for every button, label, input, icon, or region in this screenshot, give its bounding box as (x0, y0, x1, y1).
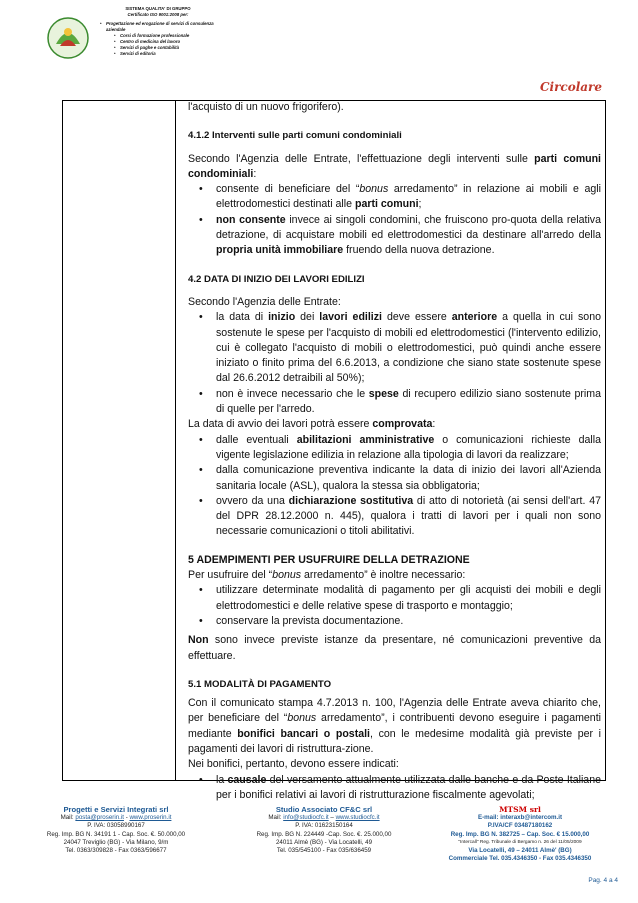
section-heading: 4.1.2 Interventi sulle parti comuni condominiali (188, 130, 402, 142)
list-item: • ovvero da una dichiarazione sostitutiva di atto di notorietà (ai sensi dell'art. 47 del DPR 28.12.2000 n. 445), qualora i tratti di lavori per i quali non sono necessarie comunicazioni o titoli abilitativi. (188, 494, 601, 540)
paragraph: l'acquisto di un nuovo frigorifero). (188, 101, 344, 113)
document-body (176, 100, 604, 803)
document-type-title: Circolare (539, 80, 602, 94)
company-phone: Tel. 0363/309828 - Fax 0363/596677 (65, 847, 167, 855)
certificate-label: Certificato ISO 9001:2008 per: (127, 12, 189, 17)
company-registration: Reg. Imp. BG N. 382725 – Cap. Soc. € 15.000,00 (450, 830, 590, 838)
company-intercall: "Intercall" Reg. Tribunale di Bergamo n. 26 del 11/05/2009 (458, 839, 582, 845)
paragraph: Secondo l'Agenzia delle Entrate: (188, 295, 341, 308)
paragraph: Secondo l'Agenzia delle Entrate, l'effettuazione degli interventi sulle parti comuni condominiali: (188, 152, 602, 180)
page-number: Pag. 4 a 4 (588, 877, 618, 884)
company-name: Progetti e Servizi Integrati srl (63, 805, 169, 814)
service-item: • Servizi di paghe e contabilità (106, 45, 228, 51)
bullet-list (188, 583, 601, 629)
company-logo (44, 14, 92, 62)
email-link[interactable]: info@studiocfc.it (283, 814, 329, 822)
paragraph: Per usufruire del “bonus arredamento” è inoltre necessario: (188, 569, 466, 582)
left-margin-column (62, 100, 176, 781)
list-item: • utilizzare determinate modalità di pagamento per gli acquisti dei mobili e degli elettrodomestici e delle relative spese di trasporto e montaggio; (188, 583, 601, 614)
paragraph: Con il comunicato stampa 4.7.2013 n. 100, l'Agenzia delle Entrate aveva chiarito che, per beneficiare del “bonus arredamento”, i contribuenti devono eseguire i pagamenti mediante bonifici bancari o postali, con le medesime modalità già previste per i pagamenti dei lavori di ristruttura-zione. (188, 697, 601, 755)
bullet-list (188, 310, 601, 417)
email-link[interactable]: posta@proserin.it (75, 814, 124, 822)
service-item: • Corsi di formazione professionale (106, 33, 228, 39)
company-email: E-mail: interaxb@intercom.it (477, 814, 563, 822)
list-item: • non consente invece ai singoli condomini, che fruiscono pro-quota della relativa detrazione, di acquistare mobili ed elettrodomestici da destinare all'arredo della propria unità immobiliare fruendo della nuova detrazione. (188, 213, 601, 259)
company-phone: Commerciale Tel. 035.4346350 - Fax 035.4346350 (448, 855, 592, 863)
website-link[interactable]: www.proserin.it (129, 814, 172, 822)
company-registration: Reg. Imp. BG N. 224449 -Cap. Soc. €. 25.000,00 (256, 830, 392, 838)
company-registration: Reg. Imp. BG N. 34191 1 - Cap. Soc. €. 50.000,00 (46, 830, 186, 838)
bullet-list (188, 182, 601, 258)
company-vat: P.IVA/CF 03487180162 (487, 822, 553, 830)
bullet-list (188, 773, 601, 804)
company-address: Via Locatelli, 49 – 24011 Almè' (BG) (468, 847, 572, 855)
section-heading: 5 ADEMPIMENTI PER USUFRUIRE DELLA DETRAZIONE (188, 553, 470, 566)
service-item: • Centro di medicina del lavoro (106, 39, 228, 45)
paragraph: Nei bonifici, pertanto, devono essere indicati: (188, 758, 399, 771)
company-vat: P. IVA: 01623150164 (295, 822, 353, 830)
list-item: • la causale del versamento attualmente utilizzata dalle banche e da Poste Italiane per i bonifici relativi ai lavori di ristrutturazione fiscalmente agevolati; (188, 773, 601, 804)
footer-company-1 (18, 806, 214, 855)
company-address: 24047 Treviglio (BG) - Via Milano, 9/m (63, 838, 169, 846)
footer-company-3 (420, 806, 620, 863)
paragraph: Non sono invece previste istanze da presentare, né comunicazioni preventive da effettuare. (188, 634, 601, 662)
list-item: • non è invece necessario che le spese di recupero edilizio siano sostenute prima di quelle per l'arredo. (188, 387, 601, 418)
list-item: • dalle eventuali abilitazioni amministrative o comunicazioni richieste dalla vigente legislazione edilizia in relazione alla tipologia di lavori da realizzare; (188, 433, 601, 464)
list-item: • consente di beneficiare del “bonus arredamento” in relazione ai mobili e agli elettrodomestici destinati alle parti comuni; (188, 182, 601, 213)
quality-system-box (98, 6, 228, 57)
section-heading: 4.2 DATA DI INIZIO DEI LAVORI EDILIZI (188, 273, 365, 285)
company-name: MTSM srl (499, 805, 541, 814)
bullet-list (188, 433, 601, 540)
system-title: SISTEMA QUALITA' DI GRUPPO (125, 6, 191, 11)
company-vat: P. IVA: 03058990167 (87, 822, 145, 830)
list-item: • la data di inizio dei lavori edilizi deve essere anteriore a quella in cui sono sostenute le spese per l'acquisto di mobili ed elettrodomestici (l'intervento edilizio, cui è collegato l'acquisto di mobili o elettrodomestici, può quindi anche essere iniziato o finito prima del 6.6.2013, a condizione che siano state sostenute spese dal 26.6.2012 detraibili al 50%); (188, 310, 601, 386)
paragraph: La data di avvio dei lavori potrà essere comprovata: (188, 418, 436, 431)
section-heading: 5.1 MODALITÀ DI PAGAMENTO (188, 678, 332, 690)
service-item: • Progettazione ed erogazione di servizi di consulenza aziendale (106, 21, 228, 33)
service-item: • Servizi di editoria (106, 51, 228, 57)
website-link[interactable]: www.studiocfc.it (335, 814, 380, 822)
company-phone: Tel. 035/545100 - Fax 035/636459 (276, 847, 372, 855)
company-contacts: Mail: info@studiocfc.it – www.studiocfc.it (268, 814, 380, 822)
company-address: 24011 Almè (BG) - Via Locatelli, 49 (275, 838, 373, 846)
company-name: Studio Associato CF&C srl (275, 805, 373, 814)
list-item: • dalla comunicazione preventiva indicante la data di inizio dei lavori all'Azienda sanitaria locale (ASL), qualora la stessa sia obbligatoria; (188, 463, 601, 494)
list-item: • conservare la prevista documentazione. (188, 614, 601, 629)
footer-company-2 (232, 806, 416, 855)
company-contacts: Mail: posta@proserin.it - www.proserin.it (60, 814, 172, 822)
services-list (98, 21, 228, 57)
